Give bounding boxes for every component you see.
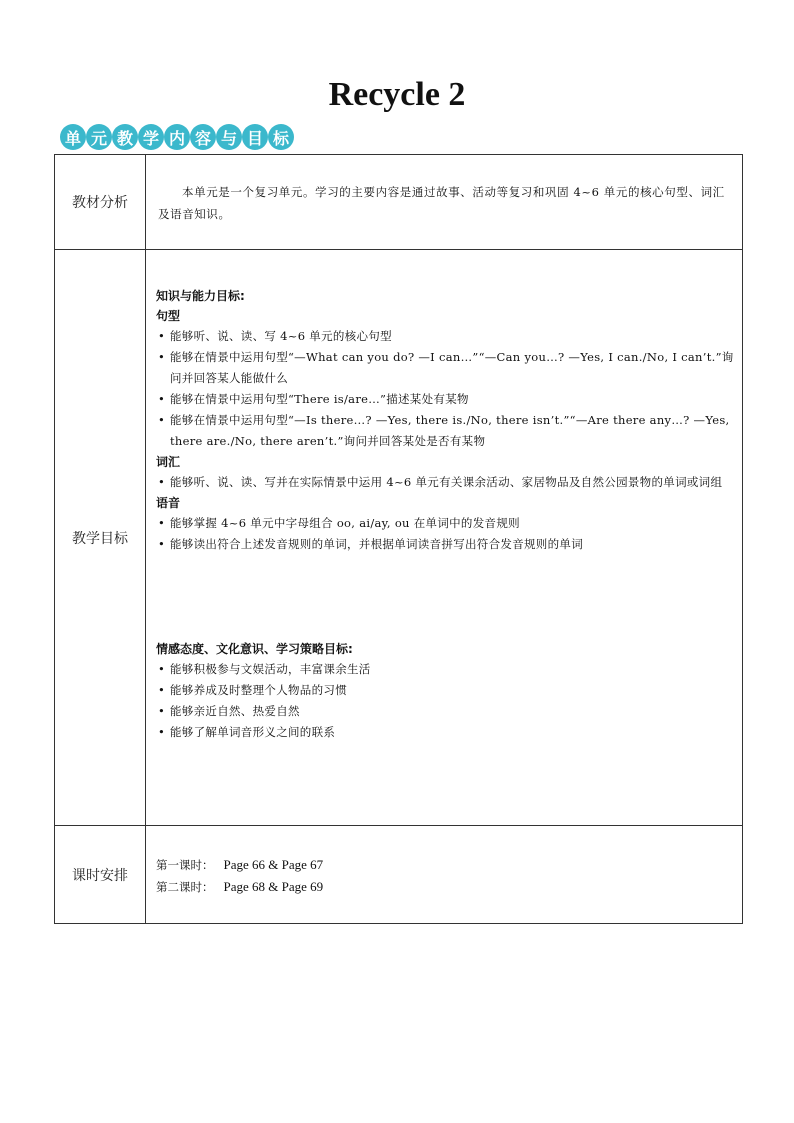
lesson-name: 第一课时： (156, 858, 214, 872)
list-item: • 能够了解单词音形义之间的联系 (156, 722, 734, 743)
lesson-line (156, 854, 732, 876)
list-item: • 能够听、说、读、写并在实际情景中运用 4~6 单元有关课余活动、家居物品及自然公园景物的单词或词组 (156, 472, 734, 493)
analysis-text: 本单元是一个复习单元。学习的主要内容是通过故事、活动等复习和巩固 4~6 单元的核心句型、词汇及语音知识。 (158, 185, 725, 221)
list-item: • 能够读出符合上述发音规则的单词，并根据单词读音拼写出符合发音规则的单词 (156, 534, 734, 555)
table-row (55, 155, 743, 250)
list-item: • 能够掌握 4~6 单元中字母组合 oo, ai/ay, ou 在单词中的发音规则 (156, 513, 734, 534)
table-row (55, 250, 743, 826)
banner-char: 标 (268, 124, 294, 150)
list-item: • 能够听、说、读、写 4~6 单元的核心句型 (156, 326, 734, 347)
banner-char: 单 (60, 124, 86, 150)
banner-char: 容 (190, 124, 216, 150)
list-item: • 能够在情景中运用句型“There is/are…”描述某处有某物 (156, 389, 734, 410)
banner-char: 教 (112, 124, 138, 150)
row-label-schedule: 课时安排 (55, 826, 146, 924)
sentence-heading: 句型 (156, 309, 181, 323)
banner-char: 内 (164, 124, 190, 150)
analysis-cell (146, 155, 743, 250)
banner-char: 与 (216, 124, 242, 150)
page-title: Recycle 2 (328, 76, 466, 113)
banner-char: 目 (242, 124, 268, 150)
row-label-analysis: 教材分析 (55, 155, 146, 250)
banner-char: 学 (138, 124, 164, 150)
list-item: • 能够在情景中运用句型“—Is there…? —Yes, there is./No, there isn’t.”“—Are there any…? —Yes, there are./No, there aren’t.”询问并回答某处是否有某物 (156, 410, 734, 452)
knowledge-heading: 知识与能力目标: (156, 289, 245, 303)
section-banner (60, 124, 294, 150)
list-item: • 能够亲近自然、热爱自然 (156, 701, 734, 722)
schedule-cell (146, 826, 743, 924)
list-item: • 能够积极参与文娱活动，丰富课余生活 (156, 659, 734, 680)
vocab-heading: 词汇 (156, 455, 181, 469)
emotion-heading: 情感态度、文化意识、学习策略目标: (156, 642, 353, 656)
goals-cell (146, 250, 743, 826)
lesson-pages: Page 66 & Page 67 (223, 857, 324, 872)
banner-char: 元 (86, 124, 112, 150)
lesson-name: 第二课时： (156, 880, 214, 894)
list-item: • 能够在情景中运用句型“—What can you do? —I can…”“—Can you…? —Yes, I can./No, I can’t.”询问并回答某人能做什么 (156, 347, 734, 389)
lesson-pages: Page 68 & Page 69 (223, 879, 324, 894)
row-label-goals: 教学目标 (55, 250, 146, 826)
lesson-plan-table (54, 154, 743, 924)
list-item: • 能够养成及时整理个人物品的习惯 (156, 680, 734, 701)
phonics-heading: 语音 (156, 496, 181, 510)
table-row (55, 826, 743, 924)
lesson-line (156, 876, 732, 898)
